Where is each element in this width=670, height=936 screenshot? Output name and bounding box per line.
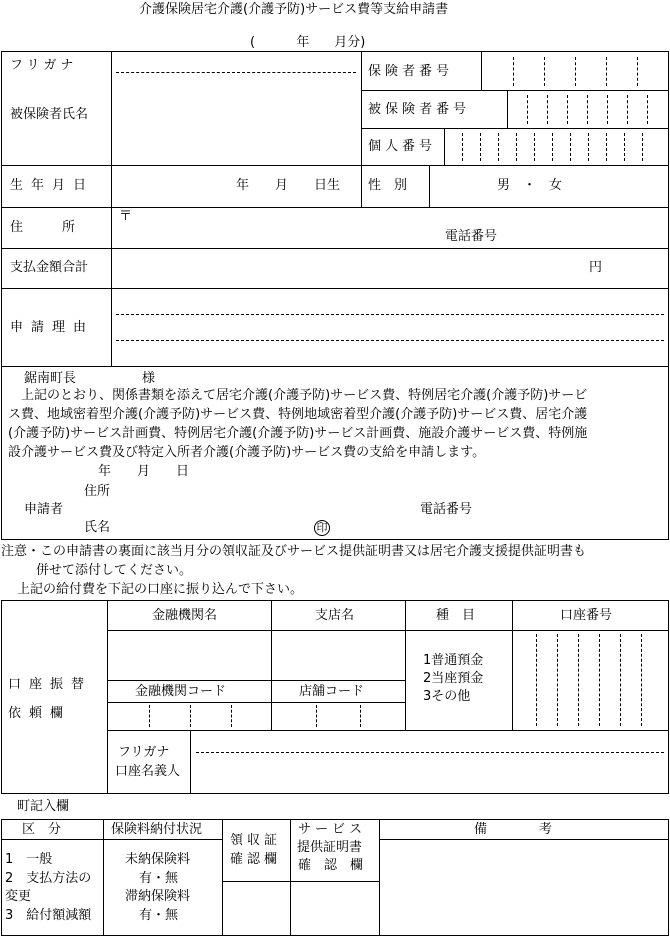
- personal-number-label: 個人番号: [368, 139, 437, 154]
- account-type-option-2[interactable]: 2当座預金: [423, 671, 484, 686]
- claim-period: ( 年 月分): [250, 35, 366, 50]
- account-number-field[interactable]: [514, 632, 667, 729]
- receipt-check-label-2: 確認欄: [230, 852, 282, 867]
- branch-name-field[interactable]: [273, 632, 403, 678]
- account-number-label: 口座番号: [560, 608, 613, 623]
- overdue-premium-options: 有・無: [139, 908, 179, 923]
- declaration-line-2: ス費、地域密着型介護(介護予防)サービス費、特例地域密着型介護(介護予防)サービス費、居宅介護: [8, 407, 588, 422]
- reason-field[interactable]: [114, 290, 667, 364]
- applicant-phone-label: 電話番号: [420, 502, 473, 517]
- account-section-label-1: 口座振替: [8, 677, 93, 692]
- premium-status-label: 保険料納付状況: [111, 822, 203, 837]
- furigana-label: フリガナ: [10, 58, 78, 73]
- addressee-honorific: 様: [142, 371, 156, 386]
- insured-name-label: 被保険者氏名: [10, 107, 89, 122]
- applicant-name-label: 氏名: [84, 520, 111, 535]
- personal-number-field[interactable]: [446, 130, 667, 164]
- overdue-premium-label: 滞納保険料: [125, 889, 191, 904]
- service-cert-label-1: サービス: [298, 822, 367, 837]
- bank-name-field[interactable]: [109, 632, 269, 678]
- receipt-check-label-1: 領収証: [230, 833, 282, 848]
- payment-total-label: 支払金額合計: [10, 260, 89, 275]
- branch-name-label: 支店名: [315, 608, 355, 623]
- application-date[interactable]: 年 月 日: [98, 464, 190, 479]
- insurer-number-field[interactable]: [483, 53, 667, 89]
- applicant-address-label: 住所: [84, 484, 111, 499]
- unpaid-premium-label: 未納保険料: [125, 852, 191, 867]
- birthdate-label: 生年月日: [10, 178, 95, 193]
- address-field[interactable]: [114, 209, 667, 246]
- branch-code-field[interactable]: [273, 704, 403, 729]
- holder-furigana-field[interactable]: [192, 732, 667, 751]
- attachment-note-line-1: 注意・この申請書の裏面に該当月分の領収証及びサービス提供証明書又は居宅介護支援提供証明書も: [1, 544, 587, 559]
- branch-code-label: 店舗コード: [299, 684, 365, 699]
- declaration-line-3: (介護予防)サービス計画費、特例居宅介護(介護予防)サービス計画費、施設介護サービス費、特例施: [8, 426, 588, 441]
- category-option-3: 3 給付額減額: [5, 908, 92, 923]
- yen-unit: 円: [589, 260, 603, 275]
- holder-name-label: 口座名義人: [115, 764, 181, 779]
- phone-label: 電話番号: [445, 229, 498, 244]
- furigana-field[interactable]: [114, 53, 358, 72]
- bank-code-label: 金融機関コード: [135, 684, 227, 699]
- sex-options[interactable]: 男 ・ 女: [497, 178, 563, 193]
- category-option-1: 1 一般: [5, 852, 53, 867]
- category-option-2-cont: 変更: [5, 889, 32, 904]
- form-title: 介護保険居宅介護(介護予防)サービス費等支給申請書: [139, 2, 449, 17]
- addressee: 鋸南町長: [24, 371, 77, 386]
- holder-name-field[interactable]: [192, 755, 667, 792]
- holder-furigana-label: フリガナ: [118, 745, 170, 760]
- unpaid-premium-options: 有・無: [139, 871, 179, 886]
- declaration-line-1: 上記のとおり、関係書類を添えて居宅介護(介護予防)サービス費、特例居宅介護(介護予防)サービ: [8, 388, 588, 403]
- bank-name-label: 金融機関名: [152, 608, 218, 623]
- reason-label: 申請理由: [10, 320, 95, 335]
- birthdate-field[interactable]: 年 月 日生: [236, 178, 341, 193]
- address-label: 住 所: [10, 220, 76, 235]
- insured-name-field[interactable]: [114, 76, 358, 162]
- bank-code-field[interactable]: [109, 704, 269, 729]
- postal-mark: 〒: [119, 209, 133, 224]
- applicant-label: 申請者: [24, 502, 64, 517]
- insured-number-field[interactable]: [509, 92, 667, 127]
- sex-label: 性 別: [368, 178, 408, 193]
- declaration-line-4: 設介護サービス費及び特定入所者介護(介護予防)サービス費の支給を申請します。: [8, 445, 486, 460]
- account-type-option-1[interactable]: 1普通預金: [423, 653, 484, 668]
- account-type-label: 種 目: [436, 608, 476, 623]
- transfer-note: 上記の給付費を下記の口座に振り込んで下さい。: [17, 582, 304, 597]
- payment-total-field[interactable]: [114, 250, 667, 286]
- seal-mark: 印: [314, 520, 330, 536]
- service-cert-label-3: 確 認 欄: [298, 858, 364, 873]
- insurer-number-label: 保険者番号: [368, 64, 454, 79]
- category-option-2: 2 支払方法の: [5, 871, 92, 886]
- account-type-option-3[interactable]: 3その他: [423, 689, 471, 704]
- account-section-label-2: 依頼欄: [8, 706, 72, 721]
- attachment-note-line-2: 併せて添付してください。: [36, 563, 193, 578]
- office-use-heading: 町記入欄: [17, 799, 70, 814]
- category-label: 区 分: [22, 822, 62, 837]
- remarks-label: 備 考: [474, 822, 553, 837]
- insured-number-label: 被保険者番号: [368, 102, 471, 117]
- service-cert-label-2: 提供証明書: [297, 840, 363, 855]
